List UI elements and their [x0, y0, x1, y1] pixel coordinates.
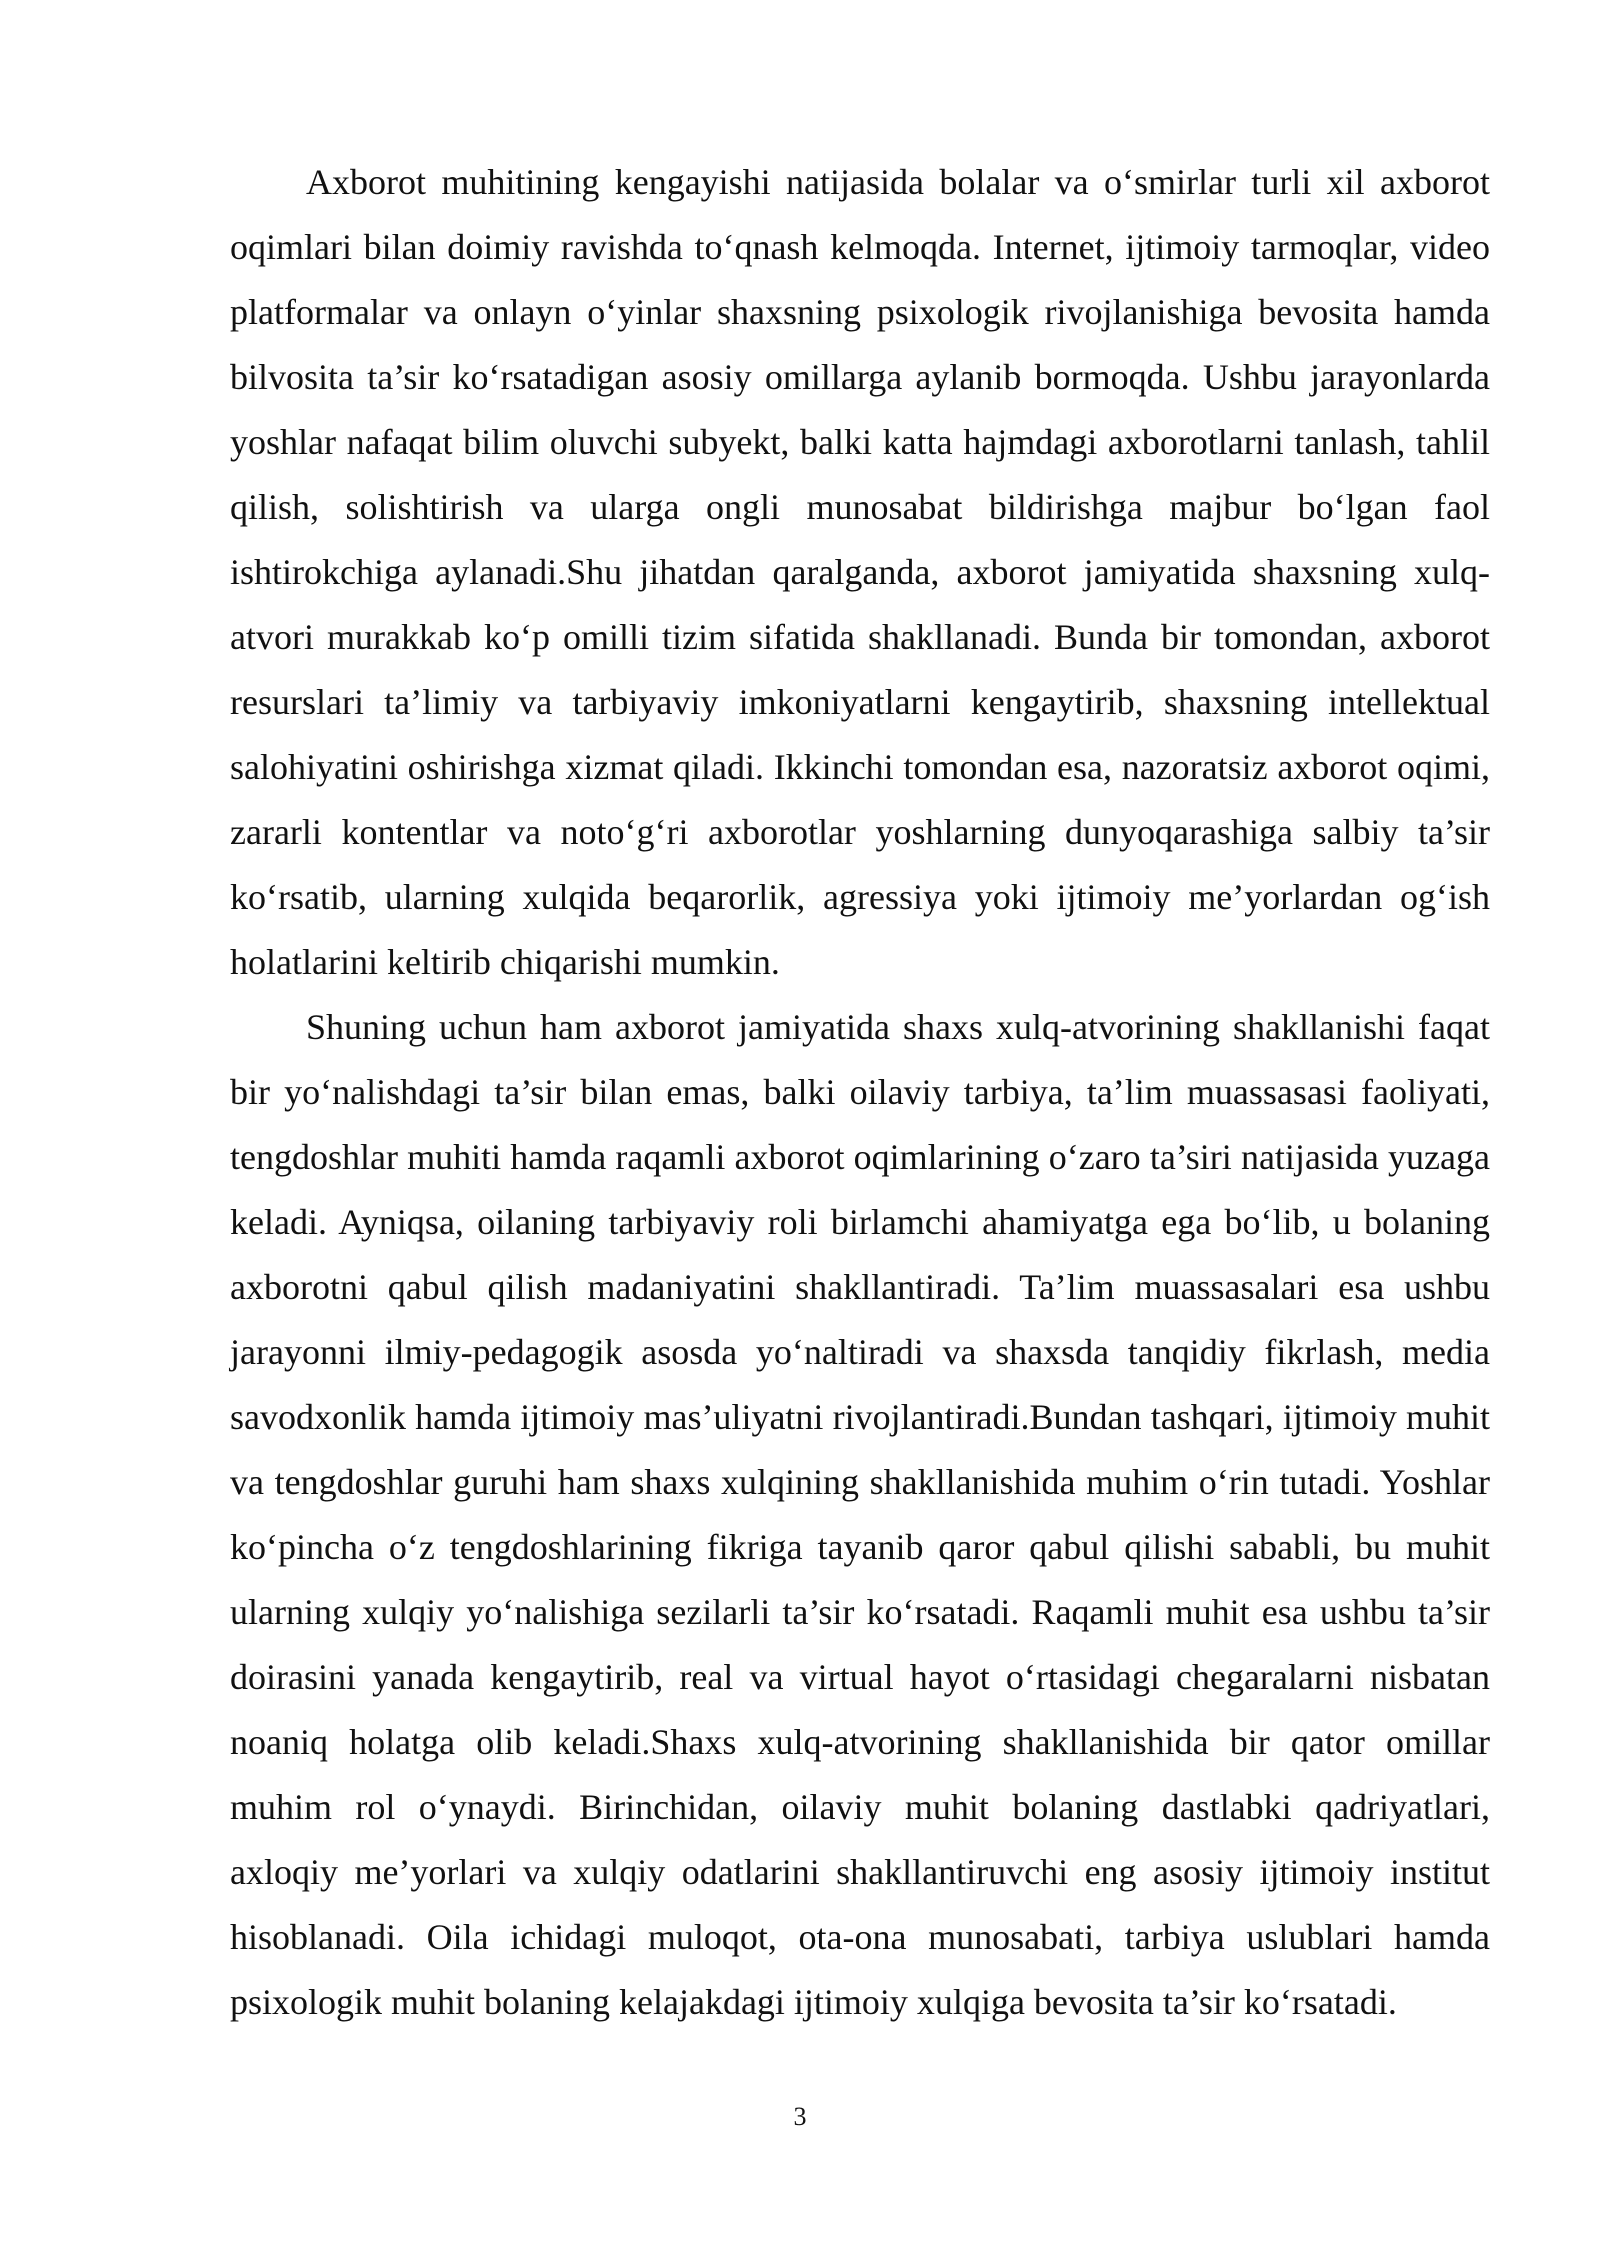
page-number: 3 [793, 2102, 807, 2131]
page-body [230, 150, 1490, 2035]
paragraph-1: Axborot muhitining kengayishi natijasida bolalar va o‘smirlar turli xil axborot oqimlari bilan doimiy ravishda to‘qnash kelmoqda. Internet, ijtimoiy tarmoqlar, video platformalar va onlayn o‘yinlar shaxsning psixologik rivojlanishiga bevosita hamda bilvosita ta’sir ko‘rsatadigan asosiy omillarga aylanib bormoqda. Ushbu jarayonlarda yoshlar nafaqat bilim oluvchi subyekt, balki katta hajmdagi axborotlarni tanlash, tahlil qilish, solishtirish va ularga ongli munosabat bildirishga majbur bo‘lgan faol ishtirokchiga aylanadi.Shu jihatdan qaralganda, axborot jamiyatida shaxsning xulq-atvori murakkab ko‘p omilli tizim sifatida shakllanadi. Bunda bir tomondan, axborot resurslari ta’limiy va tarbiyaviy imkoniyatlarni kengaytirib, shaxsning intellektual salohiyatini oshirishga xizmat qiladi. Ikkinchi tomondan esa, nazoratsiz axborot oqimi, zararli kontentlar va noto‘g‘ri axborotlar yoshlarning dunyoqarashiga salbiy ta’sir ko‘rsatib, ularning xulqida beqarorlik, agressiya yoki ijtimoiy me’yorlardan og‘ish holatlarini keltirib chiqarishi mumkin. [230, 162, 1490, 982]
paragraph-2: Shuning uchun ham axborot jamiyatida shaxs xulq-atvorining shakllanishi faqat bir yo‘nalishdagi ta’sir bilan emas, balki oilaviy tarbiya, ta’lim muassasasi faoliyati, tengdoshlar muhiti hamda raqamli axborot oqimlarining o‘zaro ta’siri natijasida yuzaga keladi. Ayniqsa, oilaning tarbiyaviy roli birlamchi ahamiyatga ega bo‘lib, u bolaning axborotni qabul qilish madaniyatini shakllantiradi. Ta’lim muassasalari esa ushbu jarayonni ilmiy-pedagogik asosda yo‘naltiradi va shaxsda tanqidiy fikrlash, media savodxonlik hamda ijtimoiy mas’uliyatni rivojlantiradi.Bundan tashqari, ijtimoiy muhit va tengdoshlar guruhi ham shaxs xulqining shakllanishida muhim o‘rin tutadi. Yoshlar ko‘pincha o‘z tengdoshlarining fikriga tayanib qaror qabul qilishi sababli, bu muhit ularning xulqiy yo‘nalishiga sezilarli ta’sir ko‘rsatadi. Raqamli muhit esa ushbu ta’sir doirasini yanada kengaytirib, real va virtual hayot o‘rtasidagi chegaralarni nisbatan noaniq holatga olib keladi.Shaxs xulq-atvorining shakllanishida bir qator omillar muhim rol o‘ynaydi. Birinchidan, oilaviy muhit bolaning dastlabki qadriyatlari, axloqiy me’yorlari va xulqiy odatlarini shakllantiruvchi eng asosiy ijtimoiy institut hisoblanadi. Oila ichidagi muloqot, ota-ona munosabati, tarbiya uslublari hamda psixologik muhit bolaning kelajakdagi ijtimoiy xulqiga bevosita ta’sir ko‘rsatadi. [230, 1007, 1490, 2022]
